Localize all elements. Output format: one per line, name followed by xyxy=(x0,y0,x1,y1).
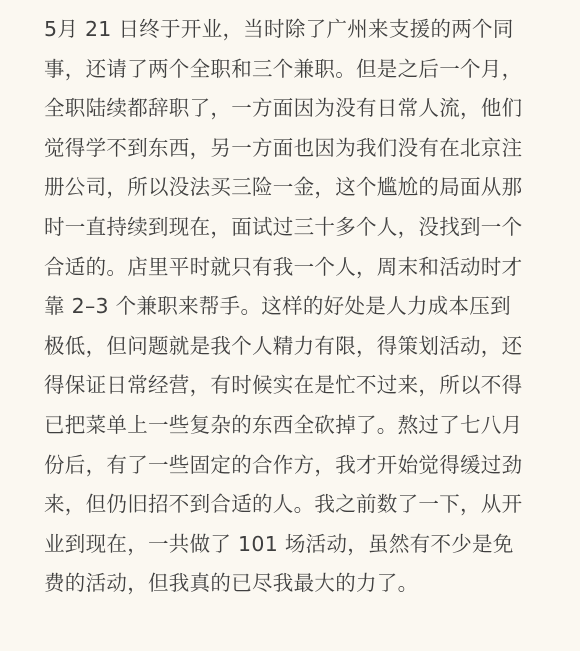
text-line-9: 极低，但问题就是我个人精力有限，得策划活动，还 xyxy=(44,333,523,358)
text-line-3: 全职陆续都辞职了，一方面因为没有日常人流，他们 xyxy=(44,96,523,121)
text-line-14: 业到现在，一共做了 101 场活动，虽然有不少是免 xyxy=(44,531,514,556)
text-line-7: 合适的。店里平时就只有我一个人，周末和活动时才 xyxy=(44,254,523,279)
text-line-5: 册公司，所以没法买三险一金，这个尴尬的局面从那 xyxy=(44,175,523,200)
text-line-13: 来，但仍旧招不到合适的人。我之前数了一下，从开 xyxy=(44,492,523,517)
text-line-1: 5月 21 日终于开业，当时除了广州来支援的两个同 xyxy=(44,17,514,41)
text-line-12: 份后，有了一些固定的合作方，我才开始觉得缓过劲 xyxy=(44,452,523,477)
text-line-10: 得保证日常经营，有时候实在是忙不过来，所以不得 xyxy=(44,373,523,398)
text-line-11: 已把菜单上一些复杂的东西全砍掉了。熬过了七八月 xyxy=(44,412,523,437)
text-line-15: 费的活动，但我真的已尽我最大的力了。 xyxy=(44,571,419,596)
text-line-8: 靠 2–3 个兼职来帮手。这样的好处是人力成本压到 xyxy=(44,294,511,319)
text-line-2: 事，还请了两个全职和三个兼职。但是之后一个月， xyxy=(44,56,523,81)
article-paragraph xyxy=(44,10,552,604)
text-line-4: 觉得学不到东西，另一方面也因为我们没有在北京注 xyxy=(44,135,523,160)
text-line-6: 时一直持续到现在，面试过三十多个人，没找到一个 xyxy=(44,214,523,239)
